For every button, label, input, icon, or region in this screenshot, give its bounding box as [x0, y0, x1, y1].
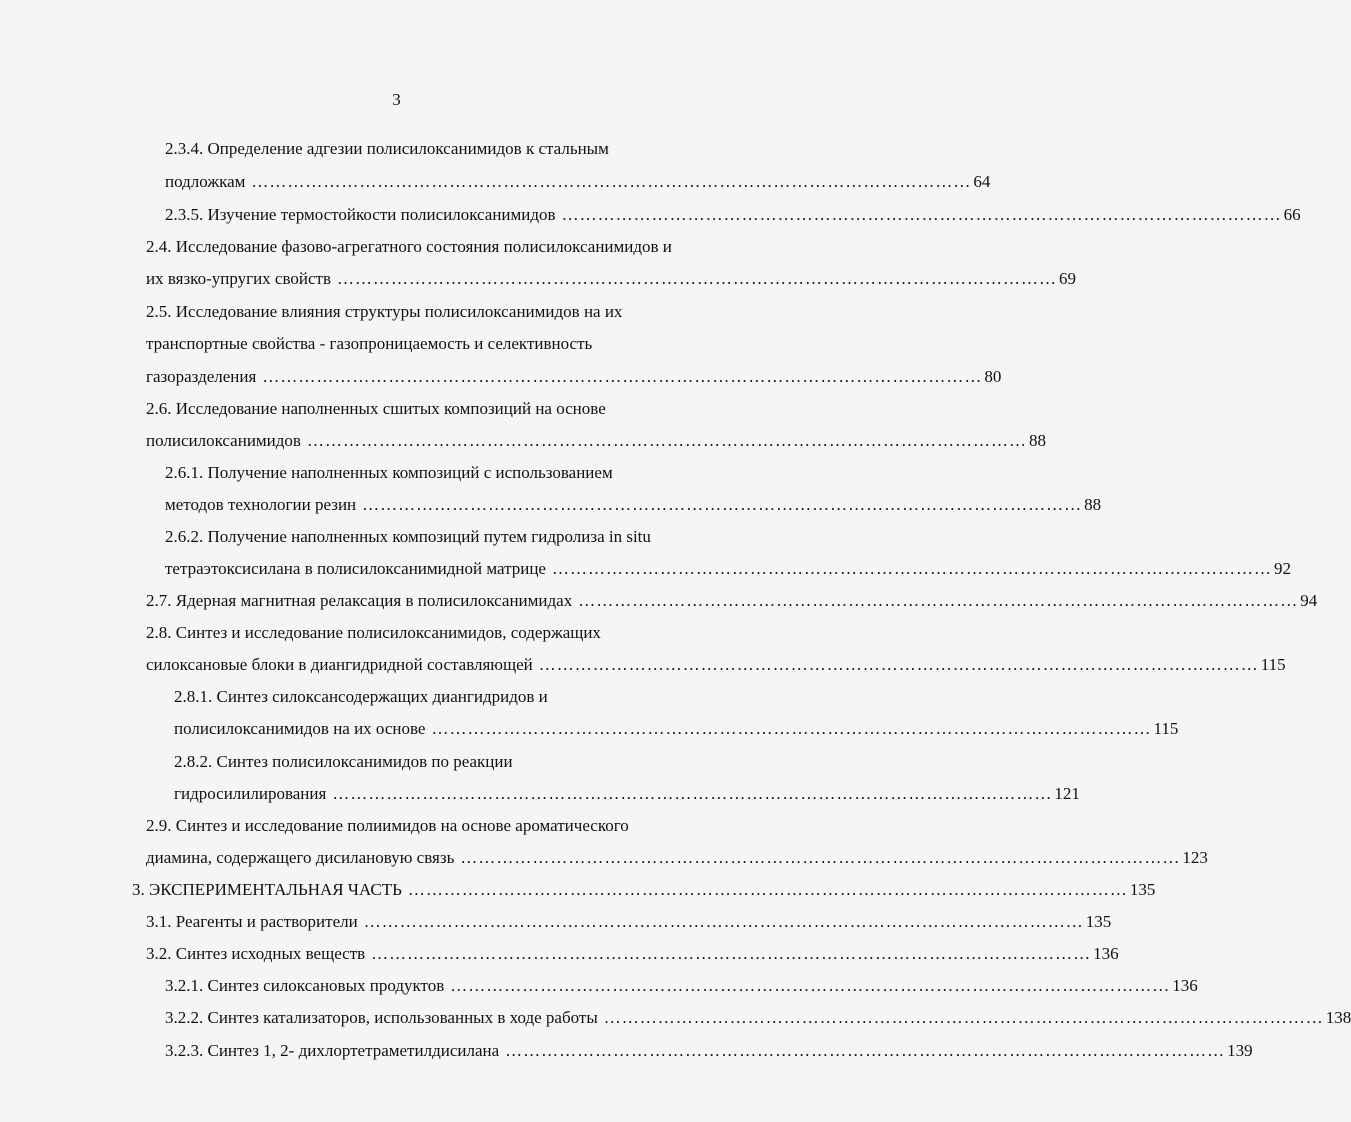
dot-leader: ………………………………………………………………………………………………………… [603, 1008, 1324, 1027]
dot-leader: ………………………………………………………………………………………………………… [407, 880, 1128, 899]
toc-entry-2-9-line-2: диамина, содержащего дисилановую связь ………………………………………………………………………………………………………… 123 [146, 848, 1208, 867]
toc-entry-2-6-line-2: полисилоксанимидов ………………………………………………………………………………………………………… 88 [146, 431, 1046, 450]
toc-entry-2-4-line-1: 2.4. Исследование фазово-агрегатного состояния полисилоксанимидов и [146, 237, 672, 256]
dot-leader: ………………………………………………………………………………………………………… [551, 559, 1272, 578]
toc-page-number: 136 [1172, 976, 1198, 995]
toc-page-number: 136 [1093, 944, 1119, 963]
toc-entry-3-2-3: 3.2.3. Синтез 1, 2- дихлортетраметилдисилана ………………………………………………………………………………………………………… 139 [165, 1041, 1253, 1060]
toc-entry-2-8-1-line-1: 2.8.1. Синтез силоксансодержащих диангидридов и [174, 687, 548, 706]
toc-entry-3-2-2: 3.2.2. Синтез катализаторов, использованных в ходе работы ………………………………………………………………………………………………………… 138 [165, 1008, 1351, 1027]
dot-leader: ………………………………………………………………………………………………………… [450, 976, 1171, 995]
toc-page-number: 94 [1300, 591, 1318, 610]
toc-entry-2-8-1-line-2: полисилоксанимидов на их основе ………………………………………………………………………………………………………… 115 [174, 719, 1179, 738]
toc-entry-2-6-2-line-1: 2.6.2. Получение наполненных композиций путем гидролиза in situ [165, 527, 651, 546]
toc-entry-3-2-1: 3.2.1. Синтез силоксановых продуктов ………………………………………………………………………………………………………… 136 [165, 976, 1198, 995]
toc-page-number: 139 [1227, 1041, 1253, 1060]
toc-entry-3: 3. ЭКСПЕРИМЕНТАЛЬНАЯ ЧАСТЬ ………………………………………………………………………………………………………… 135 [132, 880, 1156, 899]
toc-page-number: 135 [1085, 912, 1112, 931]
dot-leader: ………………………………………………………………………………………………………… [306, 431, 1027, 450]
toc-entry-2-3-4-line-2: подложкам ………………………………………………………………………………………………………… 64 [165, 172, 991, 191]
toc-entry-3-2: 3.2. Синтез исходных веществ ………………………………………………………………………………………………………… 136 [146, 944, 1119, 963]
dot-leader: ………………………………………………………………………………………………………… [538, 655, 1259, 674]
toc-entry-2-3-4-line-1: 2.3.4. Определение адгезии полисилоксанимидов к стальным [165, 139, 609, 158]
dot-leader: ………………………………………………………………………………………………………… [431, 719, 1152, 738]
toc-entry-2-8-line-2: силоксановые блоки в диангидридной составляющей ………………………………………………………………………………………………………… 115 [146, 655, 1286, 674]
toc-entry-2-8-line-1: 2.8. Синтез и исследование полисилоксанимидов, содержащих [146, 623, 601, 642]
toc-page-number: 123 [1182, 848, 1208, 867]
toc-page-number: 66 [1283, 205, 1301, 224]
toc-entry-2-4-line-2: их вязко-упругих свойств ………………………………………………………………………………………………………… 69 [146, 269, 1076, 288]
dot-leader: ………………………………………………………………………………………………………… [262, 367, 983, 386]
toc-entry-2-6-line-1: 2.6. Исследование наполненных сшитых композиций на основе [146, 399, 606, 418]
toc-entry-2-8-2-line-1: 2.8.2. Синтез полисилоксанимидов по реакции [174, 752, 513, 771]
toc-entry-2-6-1-line-2: методов технологии резин ………………………………………………………………………………………………………… 88 [165, 495, 1102, 514]
toc-entry-2-5-line-3: газоразделения ………………………………………………………………………………………………………… 80 [146, 367, 1002, 386]
dot-leader: ………………………………………………………………………………………………………… [578, 591, 1299, 610]
dot-leader: ………………………………………………………………………………………………………… [505, 1041, 1226, 1060]
toc-entry-2-9-line-1: 2.9. Синтез и исследование полиимидов на основе ароматического [146, 816, 629, 835]
toc-entry-2-6-2-line-2: тетраэтоксисилана в полисилоксанимидной матрице ………………………………………………………………………………………………………… 92 [165, 559, 1291, 578]
dot-leader: ………………………………………………………………………………………………………… [251, 172, 972, 191]
toc-page-number: 64 [973, 172, 991, 191]
toc-entry-3-1: 3.1. Реагенты и растворители ………………………………………………………………………………………………………… 135 [146, 912, 1112, 931]
dot-leader: ………………………………………………………………………………………………………… [332, 784, 1053, 803]
toc-page-number: 138 [1325, 1008, 1351, 1027]
dot-leader: ………………………………………………………………………………………………………… [362, 495, 1083, 514]
dot-leader: ………………………………………………………………………………………………………… [363, 912, 1084, 931]
toc-page-number: 115 [1260, 655, 1286, 674]
dot-leader: ………………………………………………………………………………………………………… [561, 205, 1282, 224]
dot-leader: ………………………………………………………………………………………………………… [371, 944, 1092, 963]
dot-leader: ………………………………………………………………………………………………………… [337, 269, 1057, 288]
toc-entry-2-7: 2.7. Ядерная магнитная релаксация в полисилоксанимидах ………………………………………………………………………………………………………… 94 [146, 591, 1318, 610]
toc-page-number: 135 [1129, 880, 1156, 899]
toc-page-number: 69 [1059, 269, 1076, 288]
toc-page-number: 121 [1054, 784, 1080, 803]
toc-entry-2-8-2-line-2: гидросилилирования ………………………………………………………………………………………………………… 121 [174, 784, 1080, 803]
toc-entry-2-5-line-1: 2.5. Исследование влияния структуры полисилоксанимидов на их [146, 302, 623, 321]
toc-page-number: 88 [1084, 495, 1102, 514]
toc-entry-2-5-line-2: транспортные свойства - газопроницаемость и селективность [146, 334, 593, 353]
page-number: 3 [392, 90, 401, 109]
toc-entry-2-3-5: 2.3.5. Изучение термостойкости полисилоксанимидов ………………………………………………………………………………………………………… 66 [165, 205, 1301, 224]
toc-page-number: 115 [1153, 719, 1179, 738]
toc-page-number: 92 [1273, 559, 1291, 578]
toc-page-number: 88 [1028, 431, 1046, 450]
toc-entry-2-6-1-line-1: 2.6.1. Получение наполненных композиций с использованием [165, 463, 613, 482]
dot-leader: ………………………………………………………………………………………………………… [460, 848, 1181, 867]
toc-page-number: 80 [984, 367, 1002, 386]
